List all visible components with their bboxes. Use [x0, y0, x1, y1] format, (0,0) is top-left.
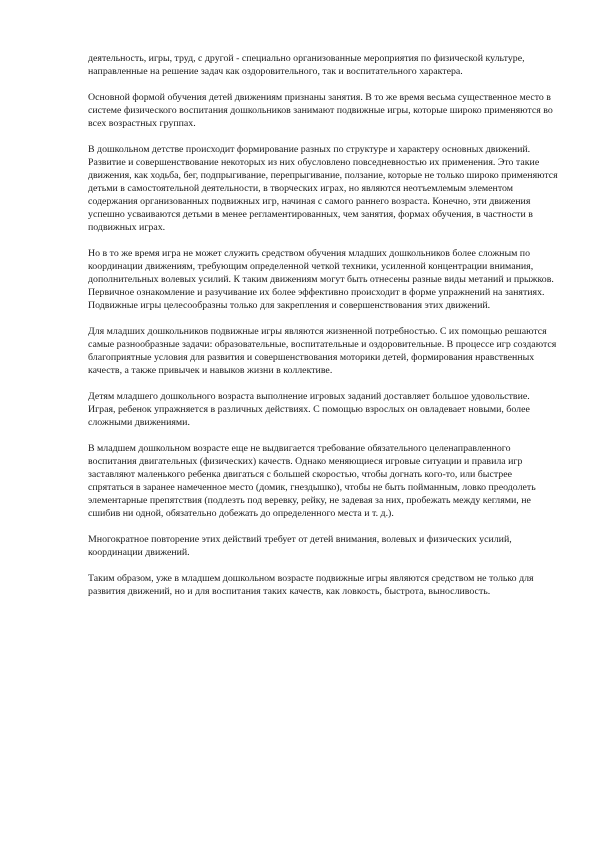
- paragraph-5: Для младших дошкольников подвижные игры являются жизненной потребностью. С их помощью решаются самые разнообразные задачи: образовательные, воспитательные и оздоровительные. В процессе игр создаются благоприятные условия для развития и совершенствования моторики детей, формирования нравственных качеств, а также привычек и навыков жизни в коллективе.: [88, 326, 557, 376]
- paragraph-9: Таким образом, уже в младшем дошкольном возрасте подвижные игры являются средством не только для развития движений, но и для воспитания таких качеств, как ловкость, быстрота, выносливость.: [88, 573, 534, 597]
- paragraph-2: Основной формой обучения детей движениям признаны занятия. В то же время весьма существенное место в системе физического воспитания дошкольников занимают подвижные игры, которые широко применяются во всех возрастных группах.: [88, 92, 553, 129]
- paragraph-7: В младшем дошкольном возрасте еще не выдвигается требование обязательного целенаправленного воспитания двигательных (физических) качеств. Однако меняющиеся игровые ситуации и правила игр заставляют маленького ребенка двигаться с большей скоростью, чтобы догнать кого-то, или быстрее спрятаться в заранее намеченное место (домик, гнездышко), чтобы не быть пойманным, ловко преодолеть элементарные препятствия (подлезть под веревку, рейку, не задевая за них, пробежать между кеглями, не сшибив ни одной, обязательно добежать до определенного места и т. д.).: [88, 443, 536, 519]
- paragraph-6: Детям младшего дошкольного возраста выполнение игровых заданий доставляет большое удовольствие. Играя, ребенок упражняется в различных действиях. С помощью взрослых он овладевает новыми, более сложными движениями.: [88, 391, 530, 428]
- document-body: [88, 52, 558, 598]
- paragraph-1: деятельность, игры, труд, с другой - специально организованные мероприятия по физической культуре, направленные на решение задач как оздоровительного, так и воспитательного характера.: [88, 53, 525, 77]
- paragraph-3: В дошкольном детстве происходит формирование разных по структуре и характеру основных движений. Развитие и совершенствование некоторых из них обусловлено повседневностью их применения. Это такие движения, как ходьба, бег, подпрыгивание, перепрыгивание, ползание, которые не только широко применяются детьми в самостоятельной деятельности, в творческих играх, но являются неотъемлемым элементом содержания организованных подвижных игр, начиная с самого раннего возраста. Конечно, эти движения успешно усваиваются детьми в менее регламентированных, чем занятия, формах обучения, в частности в подвижных играх.: [88, 144, 558, 233]
- paragraph-8: Многократное повторение этих действий требует от детей внимания, волевых и физических усилий, координации движений.: [88, 534, 512, 558]
- paragraph-4: Но в то же время игра не может служить средством обучения младших дошкольников более сложным по координации движениям, требующим определенной четкой техники, усиленной концентрации внимания, дополнительных волевых усилий. К таким движениям могут быть отнесены разные виды метаний и прыжков. Первичное ознакомление и разучивание их более эффективно происходит в форме упражнений на занятиях. Подвижные игры целесообразны только для закрепления и совершенствования этих движений.: [88, 248, 554, 311]
